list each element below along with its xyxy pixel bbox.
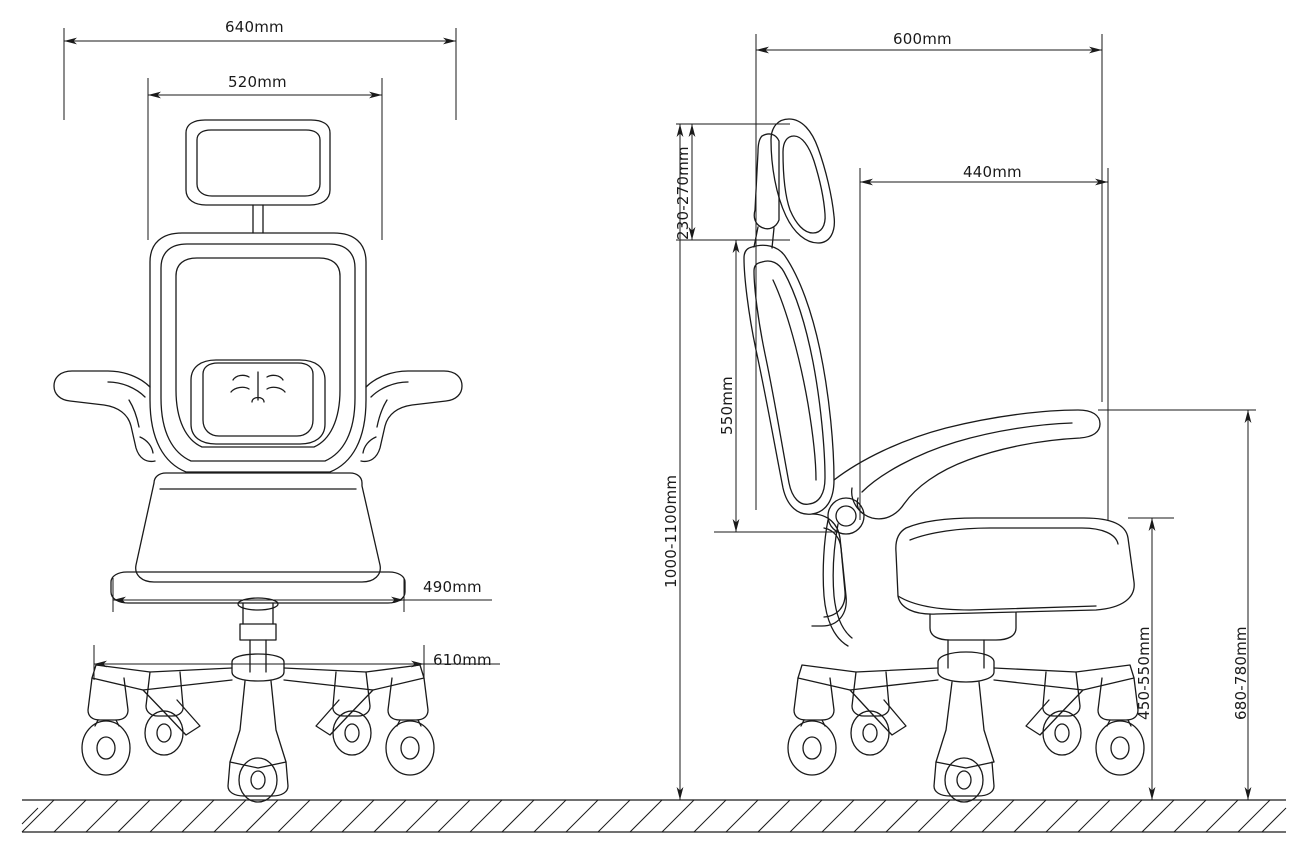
dim-side-seat-depth: 440mm <box>963 163 1022 181</box>
dim-side-overall-depth: 600mm <box>893 30 952 48</box>
dim-side-armrest-height: 680-780mm <box>1232 626 1250 720</box>
dim-front-overall-width: 640mm <box>225 18 284 36</box>
dim-side-headrest-travel: 230-270mm <box>674 146 692 240</box>
front-view-chair <box>54 120 462 802</box>
dim-side-overall-height: 1000-1100mm <box>662 474 680 588</box>
dim-front-seat-width: 490mm <box>423 578 482 596</box>
dim-front-backrest-width: 520mm <box>228 73 287 91</box>
dim-front-base-width: 610mm <box>433 651 492 669</box>
floor-hatching <box>22 800 1286 832</box>
dim-side-seat-height: 450-550mm <box>1135 626 1153 720</box>
dim-side-backrest-height: 550mm <box>718 376 736 435</box>
side-view-chair <box>744 119 1144 802</box>
